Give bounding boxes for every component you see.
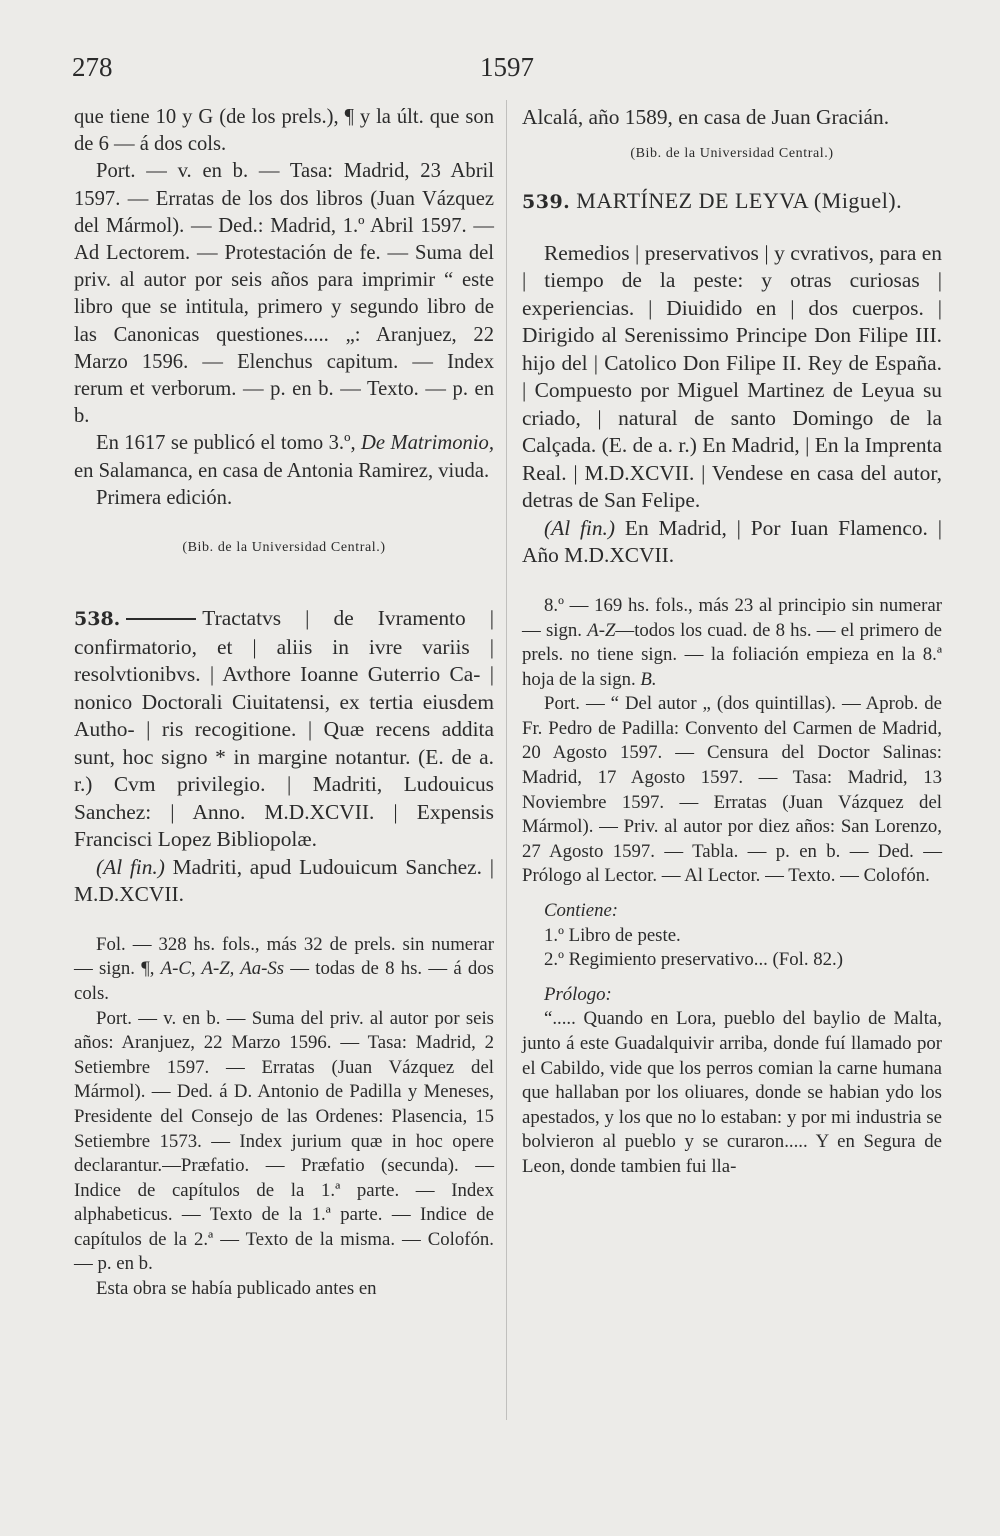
entry-539-title: Remedios | preservativos | y cvrativos, para en | tiempo de la peste: y otras curiosas | experiencias. | Diuidido en | dos cuerpos. | Dirigido al Serenissimo Principe Don Filipe III. hijo del | Catolico Don Filipe II. Rey de España. | Compuesto por Miguel Martinez de Leyua su criado, | natural de santo Domingo de la Calçada. (E. de a. r.) En Madrid, | En la Imprenta Real. | M.D.XCVII. | Vendese en casa del autor, detras de San Felipe. — [522, 240, 942, 513]
entry-538-colophon: (Al fin.) Madriti, apud Ludouicum Sanchez. | M.D.XCVII. — [74, 854, 494, 907]
entry-number: 539. — [522, 190, 571, 213]
column-divider — [506, 100, 507, 1420]
prior-edition-continued: Alcalá, año 1589, en casa de Juan Gracián. — [522, 105, 890, 129]
entry-538-prior-edition: Esta obra se había publicado antes en — [96, 1278, 377, 1300]
prologue-heading: Prólogo: — [544, 983, 612, 1005]
first-edition-note: Primera edición. — [96, 486, 233, 509]
page-number: 278 — [72, 52, 113, 82]
left-column — [74, 104, 494, 1302]
entry-539-colophon: (Al fin.) En Madrid, | Por Iuan Flamenco. | Año M.D.XCVII. — [522, 515, 942, 568]
page-header — [72, 52, 534, 92]
continued-collation: que tiene 10 y G (de los prels.), ¶ y la últ. que son de 6 — á dos cols. — [74, 106, 494, 156]
entry-539-preliminaries: Port. — “ Del autor „ (dos quintillas). — Aprob. de Fr. Pedro de Padilla: Convento del Carmen de Madrid, 20 Agosto 1597. — Censura del Doctor Salinas: Madrid, 17 Agosto 1597. — Tasa: Madrid, 13 Noviembre 1597. — Erratas (Juan Vázquez del Mármol). — Priv. al autor por diez años: San Lorenzo, 27 Agosto 1597. — Tabla. — p. en b. — Ded. — Prólogo al Lector. — Al Lector. — Texto. — Colofón. — [522, 693, 942, 887]
third-volume-note: En 1617 se publicó el tomo 3.º, De Matrimonio, en Salamanca, en casa de Antonia Ramirez, viuda. — [74, 432, 494, 482]
contents-heading: Contiene: — [544, 900, 619, 922]
prologue-text: “..... Quando en Lora, pueblo del baylio de Malta, junto á este Guadalquivir arriba, donde fuí llamado por el Cabildo, vide que los perros comian la carne humana que hallaban por los oliuares, donde se habian ydo los apestados, y los que no lo estaban: y por mi industria se bolvieron al pueblo y se curaron..... Y en Segura de Leon, donde tambien fui lla- — [522, 1008, 942, 1177]
library-source: (Bib. de la Universidad Central.) — [182, 540, 386, 556]
library-source: (Bib. de la Universidad Central.) — [630, 145, 834, 161]
entry-number: 538. — [74, 608, 121, 631]
contents-item: 2.º Regimiento preservativo... (Fol. 82.) — [544, 949, 843, 971]
contents-item: 1.º Libro de peste. — [544, 924, 681, 946]
entry-539-collation: 8.º — 169 hs. fols., más 23 al principio sin numerar— sign. A-Z—todos los cuad. de 8 hs. — el primero de prels. no tiene sign. — la foliación empieza en la 8.ª hoja de la sign. B. — [522, 594, 942, 690]
entry-538-collation: Fol. — 328 hs. fols., más 32 de prels. sin numerar — sign. ¶, A-C, A-Z, Aa-Ss — todas de 8 hs. — á dos cols. — [74, 933, 494, 1004]
right-column — [522, 104, 942, 1180]
entry-539-author: MARTÍNEZ DE LEYVA (Miguel). — [576, 187, 903, 213]
preliminaries-description: Port. — v. en b. — Tasa: Madrid, 23 Abril 1597. — Erratas de los dos libros (Juan Vázquez del Mármol). — Ded.: Madrid, 1.º Abril 1597. — Ad Lectorem. — Protestación de fe. — Suma del priv. al autor por seis años para imprimir “ este libro que se intitula, primero y segundo libro de las Canonicas questiones..... „: Aranjuez, 22 Marzo 1596. — Elenchus capitum. — Index rerum et verborum. — p. en b. — Texto. — p. en b. — [74, 160, 494, 428]
entry-539-heading — [522, 187, 942, 216]
entry-538-title: 538. Tractatvs | de Ivramento | confirmatorio, et | aliis in ivre variis | resolvtionibvs. | Avthore Ioanne Guterrio Ca- | nonico Doctorali Ciuitatensi, ex tertia eiusdem Autho- | ris recogitione. | Quæ recens addita sunt, hoc signo * in margine notantur. (E. de a. r.) Cvm privilegio. | Madriti, Ludouicus Sanchez: | Anno. M.D.XCVII. | Expensis Francisci Lopez Bibliopolæ. — [74, 606, 494, 852]
running-head-year: 1597 — [480, 52, 534, 82]
ditto-dash — [126, 618, 196, 620]
entry-538-preliminaries: Port. — v. en b. — Suma del priv. al autor por seis años: Aranjuez, 22 Marzo 1596. — Tasa: Madrid, 2 Setiembre 1597. — Erratas (Juan Vázquez del Mármol). — Ded. á D. Antonio de Padilla y Meneses, Presidente del Consejo de las Ordenes: Plasencia, 15 Setiembre 1573. — Index jurium quæ in hoc opere declarantur.—Præfatio. — Præfatio (secunda). — Indice de capítulos de la 1.ª parte. — Index alphabeticus. — Texto de la 1.ª parte. — Indice de capítulos de la 2.ª — Texto de la misma. — Colofón. — p. en b. — [74, 1007, 494, 1275]
